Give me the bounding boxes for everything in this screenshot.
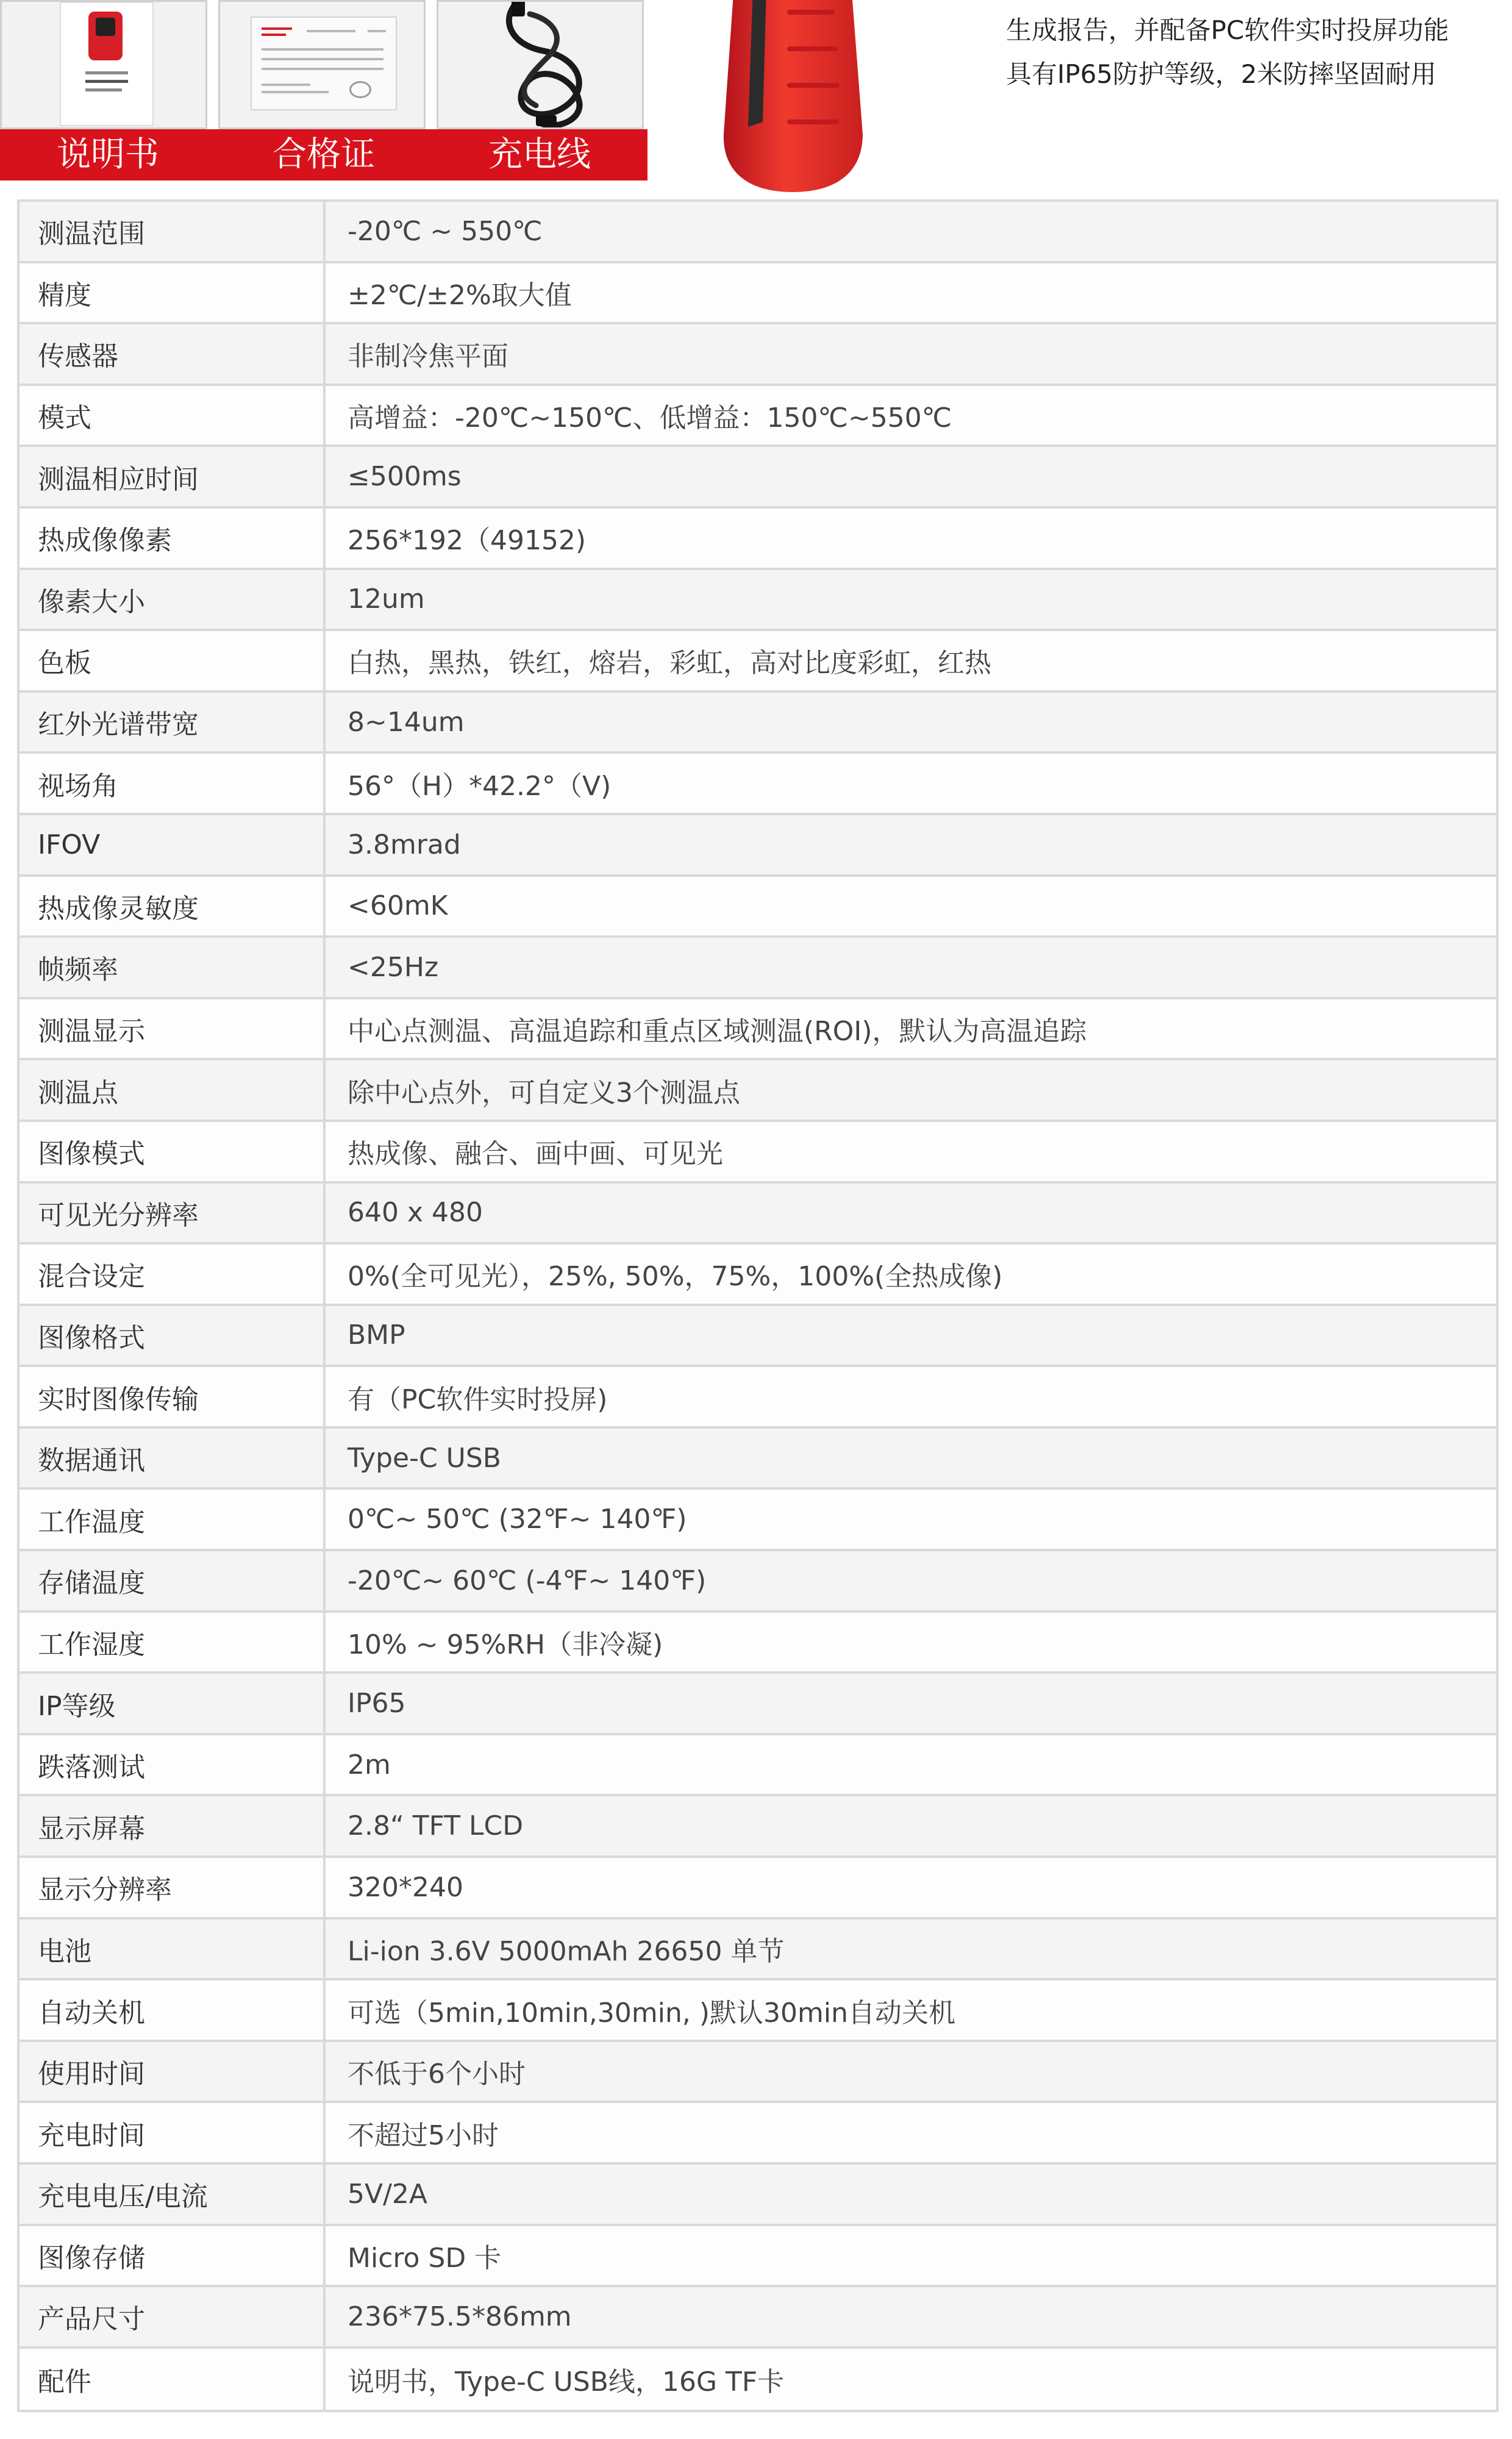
spec-name-cell: 可见光分辨率 [20,1184,326,1243]
spec-name-cell: 混合设定 [20,1244,326,1304]
spec-row [20,509,1496,570]
spec-value-cell: 10% ~ 95%RH（非冷凝) [348,1629,663,1660]
spec-row [20,1613,1496,1674]
spec-value-cell: 320*240 [348,1871,463,1903]
spec-row [20,2165,1496,2226]
spec-value-cell: -20℃ ~ 550℃ [348,215,543,247]
certificate-image [251,16,397,110]
spec-row [20,1184,1496,1245]
spec-value-cell: 可选（5min,10min,30min, )默认30min自动关机 [348,1997,955,2029]
spec-name-cell: 充电时间 [20,2103,326,2162]
spec-name-cell: 图像模式 [20,1122,326,1181]
spec-value-cell: ≤500ms [348,461,462,493]
spec-name-cell: 自动关机 [20,1980,326,2040]
manual-booklet-image [60,2,154,126]
spec-name-cell: 图像存储 [20,2226,326,2285]
accessories-label-bar [0,129,647,180]
spec-value-cell: Li-ion 3.6V 5000mAh 26650 单节 [348,1935,785,1967]
spec-row [20,1429,1496,1490]
certificate-label: 合格证 [273,135,375,174]
spec-value-cell: 256*192（49152) [348,525,587,557]
spec-value-cell: 非制冷焦平面 [348,341,508,373]
spec-name-cell: IP等级 [20,1674,326,1733]
spec-row [20,1060,1496,1122]
spec-row [20,202,1496,263]
spec-row [20,447,1496,509]
spec-name-cell: 使用时间 [20,2042,326,2101]
spec-name-cell: 测温显示 [20,999,326,1059]
spec-value-cell: 5V/2A [348,2178,428,2210]
spec-value-cell: 说明书，Type-C USB线，16G TF卡 [348,2366,785,2398]
spec-value-cell: 有（PC软件实时投屏) [348,1384,608,1415]
spec-row [20,1796,1496,1858]
spec-name-cell: 显示屏幕 [20,1796,326,1855]
spec-name-cell: 电池 [20,1919,326,1979]
spec-name-cell: 跌落测试 [20,1735,326,1794]
spec-value-cell: <25Hz [348,951,439,983]
spec-value-cell: 56°（H）*42.2°（V) [348,770,612,802]
spec-value-cell: BMP [348,1319,405,1351]
spec-row [20,1735,1496,1797]
spec-row [20,570,1496,632]
spec-value-cell: 不超过5小时 [348,2119,499,2151]
spec-row [20,386,1496,448]
spec-name-cell: 实时图像传输 [20,1367,326,1426]
spec-value-cell: 中心点测温、高温追踪和重点区域测温(ROI)，默认为高温追踪 [348,1016,1087,1048]
spec-row [20,324,1496,386]
spec-row [20,938,1496,999]
feature-promo-text [1006,9,1494,96]
spec-value-cell: 2.8“ TFT LCD [348,1810,524,1842]
manual-label: 说明书 [57,135,159,174]
spec-row [20,999,1496,1061]
spec-name-cell: 传感器 [20,324,326,384]
spec-name-cell: 模式 [20,386,326,445]
manual-photo [0,0,207,129]
spec-row [20,1858,1496,1919]
spec-row [20,2103,1496,2165]
spec-name-cell: 像素大小 [20,570,326,629]
promo-line: 生成报告，并配备PC软件实时投屏功能 [1006,15,1449,45]
spec-value-cell: 0℃~ 50℃ (32℉~ 140℉) [348,1504,687,1535]
spec-row [20,754,1496,815]
spec-row [20,263,1496,325]
spec-name-cell: 精度 [20,263,326,323]
spec-value-cell: Type-C USB [348,1442,501,1474]
certificate-photo [218,0,426,129]
accessories-strip [0,0,647,180]
spec-value-cell: 236*75.5*86mm [348,2301,572,2332]
spec-name-cell: 显示分辨率 [20,1858,326,1917]
spec-name-cell: 工作温度 [20,1490,326,1549]
spec-row [20,1306,1496,1368]
spec-row [20,631,1496,693]
spec-value-cell: 8~14um [348,706,465,738]
thermal-camera-thumbnail [88,12,123,60]
spec-value-cell: 热成像、融合、画中画、可见光 [348,1138,723,1170]
cable-label: 充电线 [488,135,591,174]
spec-name-cell: 图像格式 [20,1306,326,1365]
spec-name-cell: 数据通讯 [20,1429,326,1488]
spec-row [20,693,1496,754]
spec-row [20,2042,1496,2104]
spec-value-cell: IP65 [348,1688,406,1719]
spec-value-cell: ±2℃/±2%取大值 [348,279,572,311]
spec-name-cell: 工作湿度 [20,1613,326,1672]
spec-name-cell: 视场角 [20,754,326,813]
spec-row [20,1551,1496,1613]
spec-value-cell: 高增益：-20℃~150℃、低增益：150℃~550℃ [348,402,952,434]
spec-row [20,1674,1496,1735]
spec-row [20,1919,1496,1981]
charging-cable-icon [475,0,609,129]
spec-name-cell: 存储温度 [20,1551,326,1610]
spec-value-cell: 12um [348,584,425,615]
spec-row [20,2349,1496,2410]
spec-name-cell: 热成像灵敏度 [20,877,326,936]
cable-photo [437,0,644,129]
spec-row [20,1490,1496,1551]
seal-icon [349,81,371,98]
spec-row [20,1980,1496,2042]
spec-name-cell: 热成像像素 [20,509,326,568]
thermal-camera-handle-image [710,0,875,195]
spec-value-cell: 不低于6个小时 [348,2059,526,2090]
spec-value-cell: 2m [348,1749,391,1780]
specification-table [17,199,1499,2412]
spec-value-cell: <60mK [348,890,448,922]
spec-name-cell: 配件 [20,2349,326,2410]
spec-row [20,2226,1496,2288]
spec-row [20,1122,1496,1184]
spec-name-cell: 测温点 [20,1060,326,1120]
spec-row [20,2287,1496,2349]
spec-name-cell: 测温范围 [20,202,326,261]
spec-value-cell: 0%(全可见光），25%, 50%，75%，100%(全热成像) [348,1261,1003,1293]
accessories-banner [0,0,1512,183]
spec-name-cell: 色板 [20,631,326,690]
spec-row [20,815,1496,877]
spec-name-cell: 红外光谱带宽 [20,693,326,752]
spec-value-cell: -20℃~ 60℃ (-4℉~ 140℉) [348,1565,707,1596]
promo-line: 具有IP65防护等级，2米防摔坚固耐用 [1006,59,1436,89]
spec-value-cell: 白热，黑热，铁红，熔岩，彩虹，高对比度彩虹，红热 [348,648,991,679]
spec-name-cell: 帧频率 [20,938,326,997]
spec-name-cell: 测温相应时间 [20,447,326,506]
spec-value-cell: 640 x 480 [348,1197,483,1229]
spec-row [20,1367,1496,1429]
spec-row [20,877,1496,938]
spec-value-cell: 3.8mrad [348,829,461,860]
spec-value-cell: 除中心点外，可自定义3个测温点 [348,1077,740,1109]
spec-name-cell: 产品尺寸 [20,2287,326,2346]
spec-name-cell: IFOV [20,815,326,874]
spec-value-cell: Micro SD 卡 [348,2242,502,2274]
spec-name-cell: 充电电压/电流 [20,2165,326,2224]
spec-row [20,1244,1496,1306]
